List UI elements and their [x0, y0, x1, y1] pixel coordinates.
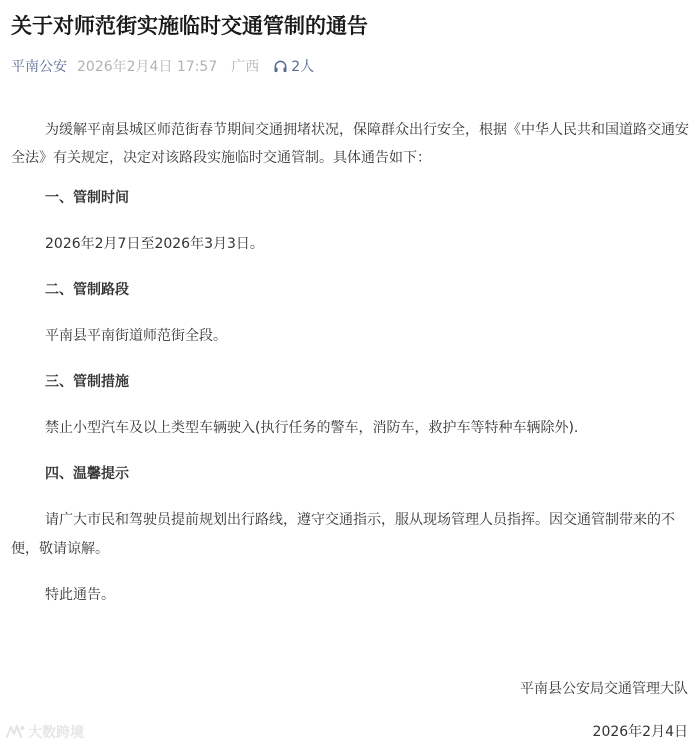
- listen-count: 2人: [291, 59, 315, 75]
- section-heading-road: 二、管制路段: [45, 282, 129, 298]
- publish-date: 2026年2月4日 17:57: [77, 59, 218, 75]
- section-heading-tips: 四、温馨提示: [45, 466, 129, 482]
- headphones-icon: [273, 59, 288, 74]
- article-title: 关于对师范街实施临时交通管制的通告: [11, 14, 368, 38]
- section-body-road: 平南县平南街道师范街全段。: [45, 328, 227, 344]
- account-name-link[interactable]: 平南公安: [11, 59, 67, 75]
- article-body: [11, 116, 691, 609]
- closing-paragraph: 特此通告。: [45, 587, 115, 603]
- signature-issuer: 平南县公安局交通管理大队: [520, 681, 688, 697]
- section-heading-time: 一、管制时间: [45, 190, 129, 206]
- intro-paragraph: 为缓解平南县城区师范街春节期间交通拥堵状况，保障群众出行安全，根据《中华人民共和国道路交通安全法》有关规定，决定对该路段实施临时交通管制。具体通告如下：: [11, 122, 689, 166]
- publish-region: 广西: [231, 59, 260, 75]
- signature-date: 2026年2月4日: [592, 724, 688, 740]
- listen-button[interactable]: [273, 56, 314, 76]
- watermark: [4, 722, 84, 742]
- section-body-measures: 禁止小型汽车及以上类型车辆驶入(执行任务的警车，消防车，救护车等特种车辆除外).: [45, 420, 579, 436]
- tip-paragraph: 请广大市民和驾驶员提前规划出行路线，遵守交通指示，服从现场管理人员指挥。因交通管制带来的不便，敬请谅解。: [11, 512, 675, 557]
- brand-logo-icon: [4, 723, 26, 741]
- section-heading-measures: 三、管制措施: [45, 374, 129, 390]
- watermark-text: 大数跨境: [28, 725, 84, 741]
- article-meta: [11, 55, 314, 77]
- section-body-time: 2026年2月7日至2026年3月3日。: [45, 236, 264, 252]
